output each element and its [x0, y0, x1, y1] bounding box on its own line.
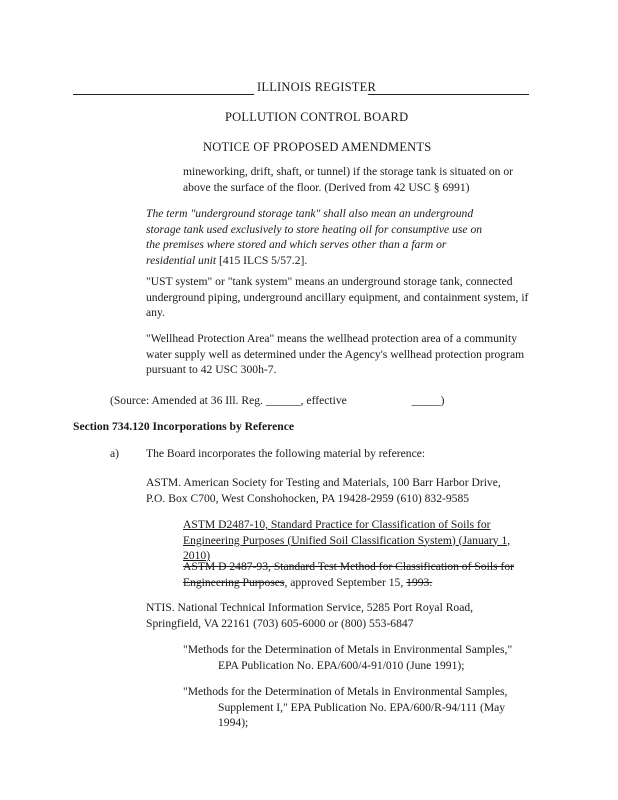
methods-entry-2 — [183, 684, 507, 731]
text-line: the premises where stored and which serves other than a farm or — [146, 238, 447, 251]
italic-span: residential unit — [146, 253, 217, 267]
text-line: water supply well as determined under the Agency's wellhead protection program — [146, 347, 525, 361]
text-line: "Methods for the Determination of Metals in Environmental Samples," — [183, 643, 513, 656]
text-line: Engineering Purposes (Unified Soil Classification System) (January 1, — [183, 533, 511, 547]
item-a-text: The Board incorporates the following material by reference: — [146, 447, 426, 460]
text-line: storage tank used exclusively to store heating oil for consumptive use on — [146, 222, 483, 236]
text-line — [146, 253, 482, 269]
source-end: ) — [440, 394, 445, 407]
source-blank: _____ — [411, 394, 441, 407]
text-line: ASTM D2487-10, Standard Practice for Classification of Soils for — [183, 518, 491, 531]
text-line: 2010) — [183, 549, 211, 562]
approved-span: , approved September 15, — [284, 575, 407, 589]
ntis-entry — [146, 600, 473, 631]
astm-entry — [146, 475, 501, 506]
astm-old-standard — [183, 559, 514, 590]
text-line: Springfield, VA 22161 (703) 605-6000 or (800) 553-6847 — [146, 616, 414, 630]
section-heading: Section 734.120 Incorporations by Reference — [73, 420, 295, 433]
citation-span: [415 ILCS 5/57.2]. — [216, 253, 308, 267]
header-rule-right — [368, 94, 529, 95]
text-line: NTIS. National Technical Information Service, 5285 Port Royal Road, — [146, 601, 474, 614]
text-line: mineworking, drift, shaft, or tunnel) if the storage tank is situated on or — [183, 165, 514, 178]
ust-system-paragraph — [146, 274, 528, 321]
board-title: POLLUTION CONTROL BOARD — [225, 110, 409, 124]
methods-entry-1 — [183, 642, 512, 673]
register-title: ILLINOIS REGISTER — [257, 80, 377, 94]
text-line: P.O. Box C700, West Conshohocken, PA 19428-2959 (610) 832-9585 — [146, 491, 470, 505]
item-a-label: a) — [110, 447, 120, 460]
text-line: "UST system" or "tank system" means an underground storage tank, connected — [146, 275, 513, 288]
text-line: "Wellhead Protection Area" means the wellhead protection area of a community — [146, 332, 518, 345]
text-line: ASTM D 2487-93, Standard Test Method for Classification of Soils for — [183, 560, 514, 573]
wellhead-paragraph — [146, 331, 524, 378]
header-rule-left — [73, 94, 254, 95]
source-effective: , effective — [300, 394, 350, 407]
struck-span: Engineering Purposes — [183, 575, 285, 589]
astm-new-standard — [183, 517, 510, 564]
text-line: "Methods for the Determination of Metals in Environmental Samples, — [183, 685, 508, 698]
text-line: pursuant to 42 USC 300h-7. — [146, 363, 277, 376]
heating-oil-paragraph — [146, 206, 482, 268]
struck-span: 1993. — [406, 575, 433, 589]
source-blank: ______ — [265, 394, 301, 407]
text-line: ASTM. American Society for Testing and Materials, 100 Barr Harbor Drive, — [146, 476, 501, 489]
text-line: The term "underground storage tank" shall also mean an underground — [146, 207, 474, 220]
text-line: any. — [146, 306, 165, 319]
mineworking-paragraph — [183, 164, 513, 195]
text-line: EPA Publication No. EPA/600/4-91/010 (June 1991); — [218, 658, 465, 672]
text-line — [183, 575, 514, 591]
source-note — [110, 393, 445, 409]
notice-title: NOTICE OF PROPOSED AMENDMENTS — [203, 140, 432, 154]
text-line: Supplement I," EPA Publication No. EPA/600/R-94/111 (May — [218, 700, 506, 714]
text-line: underground piping, underground ancillary equipment, and containment system, if — [146, 290, 529, 304]
text-line: above the surface of the floor. (Derived from 42 USC § 6991) — [183, 180, 470, 194]
source-prefix: (Source: Amended at 36 Ill. Reg. — [110, 394, 266, 407]
text-line: 1994); — [218, 716, 249, 729]
